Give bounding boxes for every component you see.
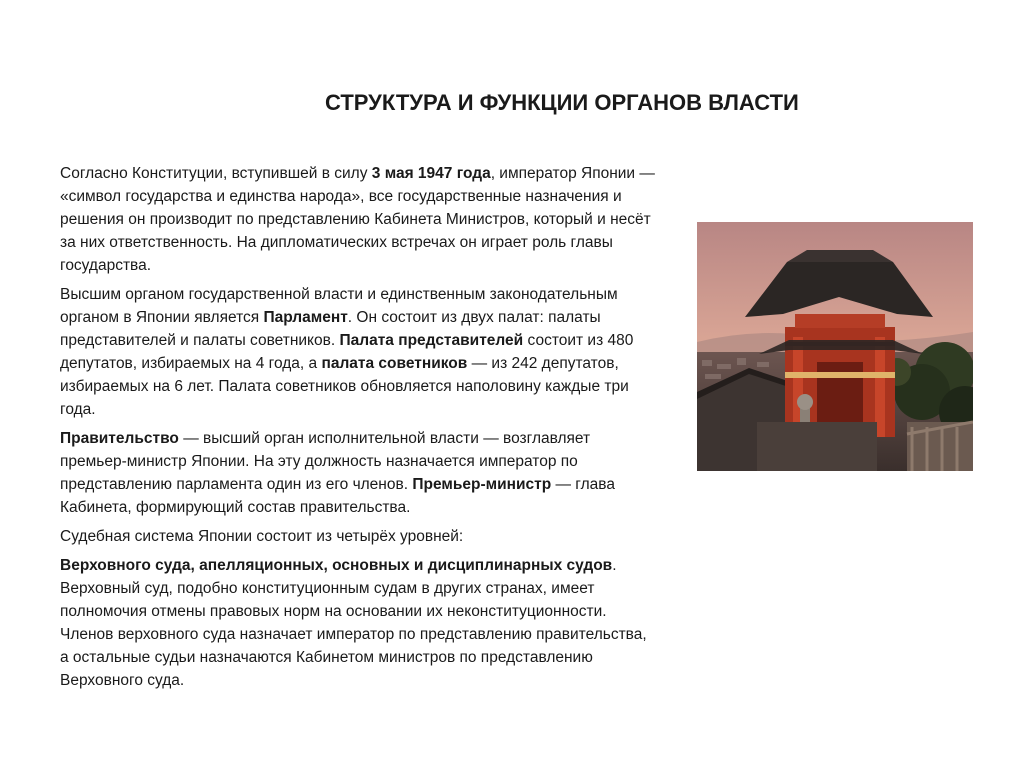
bold-text-run: Парламент <box>263 309 348 326</box>
paragraph-judiciary-intro <box>60 525 658 548</box>
bold-text-run: палата советников <box>321 355 468 372</box>
bold-text-run: Правительство <box>60 430 179 447</box>
bold-text-run: Палата представителей <box>339 332 524 349</box>
text-run: , император Японии — «символ государства и единства народа», все государственные назначения и решения он производит по представлению Кабинета Министров, который и несёт за них ответственность. На дипломатических встречах он играет роль главы государства. <box>60 165 655 274</box>
bold-text-run: 3 мая 1947 года <box>371 165 491 182</box>
pagoda-illustration <box>697 222 973 471</box>
text-run: Судебная система Японии состоит из четырёх уровней: <box>60 528 464 545</box>
slide-title: СТРУКТУРА И ФУНКЦИИ ОРГАНОВ ВЛАСТИ <box>325 90 799 115</box>
text-run: . Верховный суд, подобно конституционным судам в других странах, имеет полномочия отмены правовых норм на основании их неконституционности. Членов верховного суда назначает император по представлению правительства, а остальные судьи назначаются Кабинетом министров по представлению Верховного суда. <box>60 557 647 689</box>
paragraph-government <box>60 427 658 519</box>
paragraph-emperor <box>60 162 658 277</box>
text-run: — глава Кабинета, формирующий состав правительства. <box>60 476 615 516</box>
text-run: Высшим органом государственной власти и единственным законодательным органом в Японии является <box>60 286 618 326</box>
bold-text-run: Верховного суда, апелляционных, основных и дисциплинарных судов <box>60 557 613 574</box>
paragraph-parliament <box>60 283 658 421</box>
text-run: — из 242 депутатов, избираемых на 6 лет. Палата советников обновляется наполовину каждые три года. <box>60 355 629 418</box>
paragraph-courts <box>60 554 658 692</box>
text-run: . Он состоит из двух палат: палаты представителей и палаты советников. <box>60 309 601 349</box>
slide-body-text <box>60 162 658 698</box>
japanese-pagoda-gate-photo <box>697 222 973 471</box>
bold-text-run: Премьер-министр <box>412 476 552 493</box>
text-run: — высший орган исполнительной власти — возглавляет премьер-министр Японии. На эту должность назначается император по представлению парламента один из его членов. <box>60 430 591 493</box>
text-run: состоит из 480 депутатов, избираемых на 4 года, а <box>60 332 634 372</box>
text-run: Согласно Конституции, вступившей в силу <box>60 165 372 182</box>
